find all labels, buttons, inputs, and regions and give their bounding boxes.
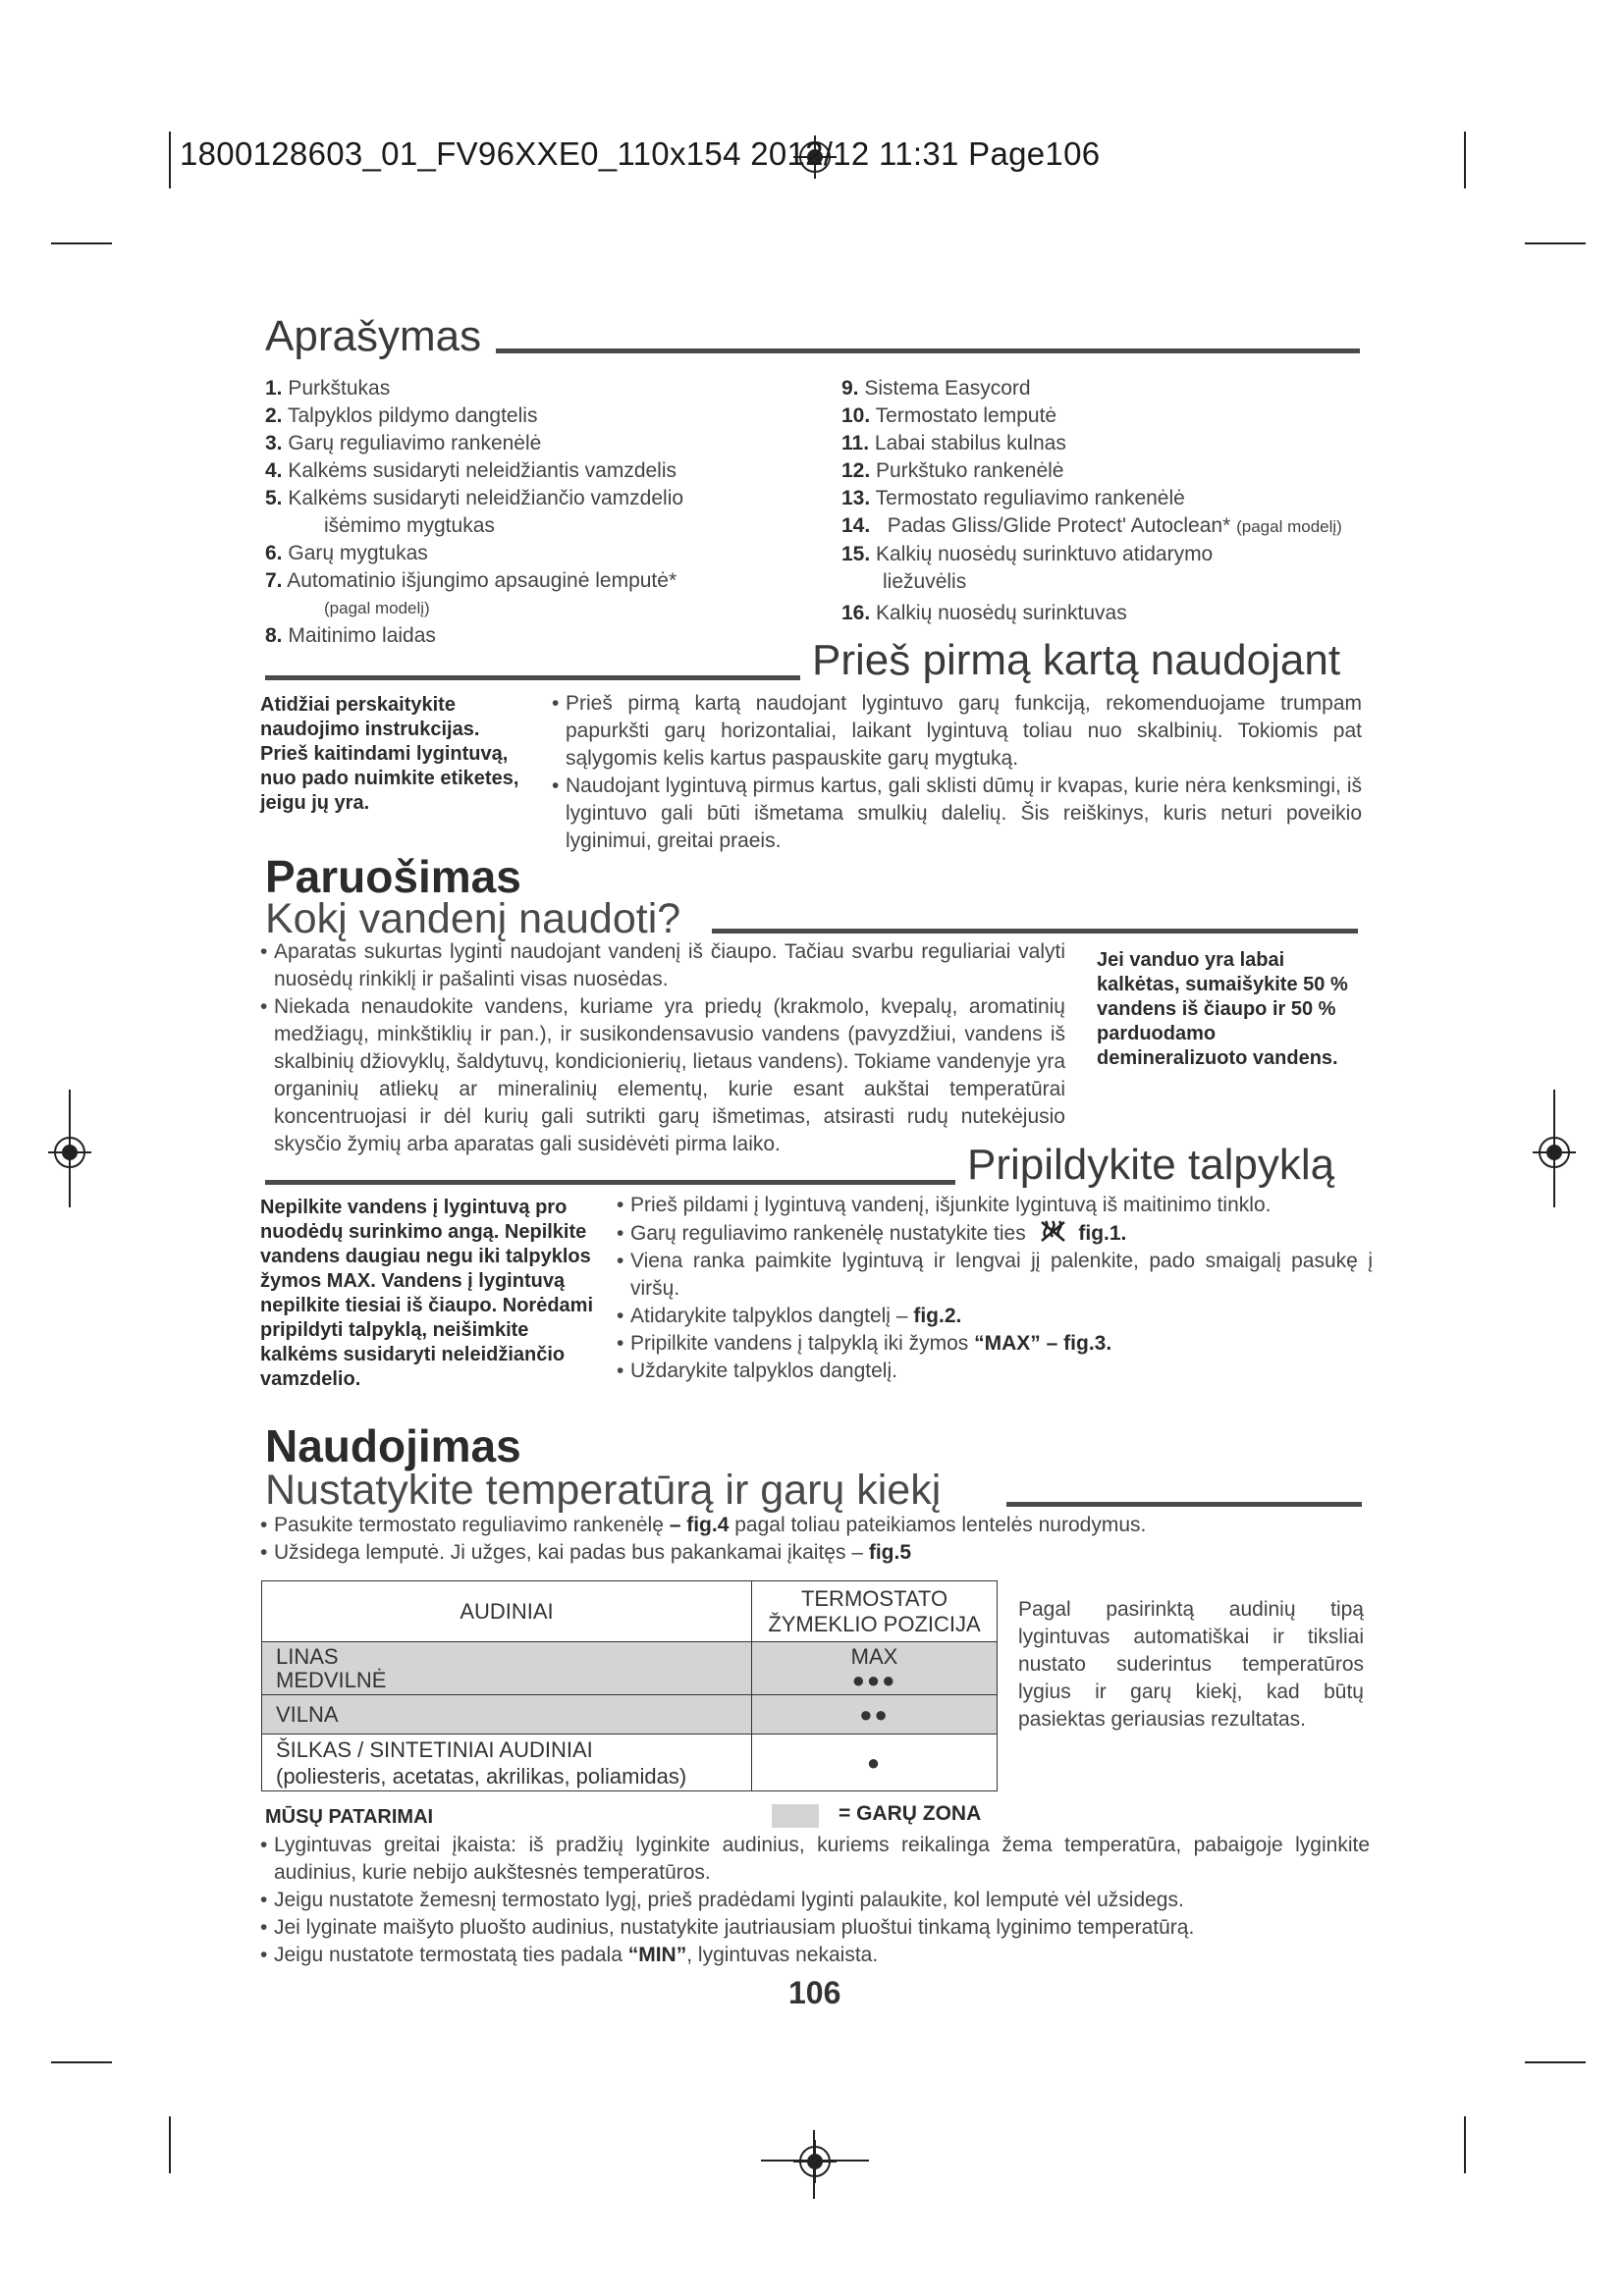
title-rule	[712, 929, 1358, 934]
section-title-pripildykite: Pripildykite talpyklą	[967, 1141, 1335, 1189]
bullet-list-vanduo	[260, 938, 1065, 1158]
side-note-pries: Atidžiai perskaitykite naudojimo instrukcijas. Prieš kaitindami lygintuvą, nuo pado nuimkite etiketes, jeigu jų yra.	[260, 694, 519, 814]
list-item: 5. Kalkėms susidaryti neleidžiančio vamzdelio	[265, 487, 684, 509]
list-item: 14. Padas Gliss/Glide Protect' Autoclean* (pagal modelį)	[841, 514, 1342, 537]
list-item: 8. Maitinimo laidas	[265, 624, 436, 647]
bullet-list-naudojimas	[260, 1512, 1370, 1567]
section-subtitle-vanduo: Kokį vandenį naudoti?	[265, 895, 681, 942]
bullet-item: • Lygintuvas greitai įkaista: iš pradžių lyginkite audinius, kuriems reikalinga žema temperatūra, pabaigoje lyginkite audinius, kurie nebijo aukštesnės temperatūros.	[260, 1834, 1370, 1884]
crop-mark	[1464, 2116, 1466, 2173]
title-rule	[265, 1180, 955, 1185]
list-item: 12. Purkštuko rankenėlė	[841, 459, 1064, 482]
bullet-item: • Naudojant lygintuvą pirmus kartus, gali sklisti dūmų ir kvapas, kurie nėra kenksmingi, iš lygintuvo gali būti išmetama smulkių dalelių. Šis reiškinys, kuris neturi poveikio lyginimui, greitai praeis.	[552, 774, 1362, 852]
bullet-item: • Pripilkite vandens į talpyklą iki žymos “MAX” – fig.3.	[617, 1332, 1112, 1355]
temperature-table	[261, 1580, 998, 1791]
bullet-list-tips	[260, 1832, 1370, 1969]
registration-mark-icon	[1533, 1131, 1576, 1174]
section-title-pries: Prieš pirmą kartą naudojant	[812, 636, 1341, 684]
bullet-item: • Prieš pirmą kartą naudojant lygintuvo garų funkciją, rekomenduojame trumpam papurkšti garų horizontaliai, laikant lygintuvą toliau nuo skalbinių. Tokiomis pat sąlygomis kelis kartus paspauskite garų mygtuką.	[552, 692, 1362, 770]
bullet-item: • Atidarykite talpyklos dangtelį – fig.2.	[617, 1305, 962, 1327]
registration-mark-icon	[48, 1131, 91, 1174]
section-title-aprasymas: Aprašymas	[265, 312, 482, 360]
bullet-item: • Garų reguliavimo rankenėlę nustatykite ties fig.1.	[617, 1219, 1373, 1248]
crop-mark	[51, 2061, 112, 2063]
section-title-paruosimas: Paruošimas	[265, 851, 521, 902]
registration-mark-icon	[793, 2140, 837, 2183]
bullet-item: • Užsidega lemputė. Ji užges, kai padas bus pakankamai įkaitęs – fig.5	[260, 1541, 912, 1564]
steam-zone-legend: = GARŲ ZONA	[839, 1802, 982, 1825]
steam-zone-swatch	[772, 1804, 819, 1828]
bullet-item: • Jeigu nustatote termostatą ties padala “MIN”, lygintuvas nekaista.	[260, 1944, 879, 1966]
list-item: 13. Termostato reguliavimo rankenėlė	[841, 487, 1185, 509]
bullet-item: • Jeigu nustatote žemesnį termostato lygį, prieš pradėdami lyginti palaukite, kol lemputė vėl užsidegs.	[260, 1889, 1184, 1911]
list-item-cont: išėmimo mygtukas	[324, 514, 495, 537]
section-title-naudojimas: Naudojimas	[265, 1420, 521, 1471]
section-subtitle-temperatura: Nustatykite temperatūrą ir garų kiekį	[265, 1467, 942, 1514]
list-item-cont: liežuvėlis	[883, 570, 967, 593]
table-header: AUDINIAI	[262, 1581, 752, 1642]
crop-mark	[51, 242, 112, 244]
crop-mark	[1464, 132, 1466, 188]
list-item: 1. Purkštukas	[265, 377, 391, 400]
list-item: 7. Automatinio išjungimo apsauginė lemputė*	[265, 569, 677, 592]
bullet-item: • Jei lyginate maišyto pluošto audinius, nustatykite jautriausiam pluoštui tinkamą lyginimo temperatūrą.	[260, 1916, 1195, 1939]
tips-title: MŪSŲ PATARIMAI	[265, 1806, 434, 1828]
list-item: 4. Kalkėms susidaryti neleidžiantis vamzdelis	[265, 459, 677, 482]
side-note-table: Pagal pasirinktą audinių tipą lygintuvas automatiškai ir tiksliai nustato suderintus temperatūros lygius ir garų kiekį, kad būtų pasiektas geriausias rezultatas.	[1018, 1598, 1364, 1731]
list-item: 16. Kalkių nuosėdų surinktuvas	[841, 602, 1127, 624]
table-header: TERMOSTATO ŽYMEKLIO POZICIJA	[752, 1581, 998, 1642]
table-cell: VILNA	[262, 1695, 752, 1735]
list-item: 15. Kalkių nuosėdų surinktuvo atidarymo	[841, 543, 1214, 565]
bullet-list-pries	[552, 690, 1362, 855]
side-note-pripildykite: Nepilkite vandens į lygintuvą pro nuodėdų surinkimo angą. Nepilkite vandens daugiau negu iki talpyklos žymos MAX. Vandens į lygintuvą nepilkite tiesiai iš čiaupo. Norėdami pripildyti talpyklą, neišimkite kalkėms susidaryti neleidžiančio vamzdelio.	[260, 1197, 593, 1390]
steam-off-icon	[1038, 1219, 1067, 1243]
bullet-item: • Aparatas sukurtas lyginti naudojant vandenį iš čiaupo. Tačiau svarbu reguliariai valyti nuosėdų rinkiklį ir pašalinti visas nuosėdas.	[260, 940, 1065, 990]
title-rule	[496, 348, 1360, 353]
print-header: 1800128603_01_FV96XXE0_110x154 2012/12 11:31 Page106	[180, 135, 1101, 172]
table-cell: LINAS MEDVILNĖ	[262, 1642, 752, 1695]
table-cell: MAX ●●●	[752, 1642, 998, 1695]
list-item: 2. Talpyklos pildymo dangtelis	[265, 404, 538, 427]
crop-mark	[169, 2116, 171, 2173]
bullet-item: • Viena ranka paimkite lygintuvą ir lengvai jį palenkite, pado smaigalį pasukę į viršų.	[617, 1250, 1373, 1300]
title-rule	[265, 675, 800, 680]
side-note-vanduo: Jei vanduo yra labai kalkėtas, sumaišykite 50 % vandens iš čiaupo ir 50 % parduodamo demineralizuoto vandens.	[1097, 949, 1348, 1069]
parts-list-left	[265, 375, 683, 650]
bullet-item: • Pasukite termostato reguliavimo rankenėlę – fig.4 pagal toliau pateikiamos lentelės nurodymus.	[260, 1514, 1147, 1536]
bullet-item: • Uždarykite talpyklos dangtelį.	[617, 1360, 897, 1382]
list-item: 6. Garų mygtukas	[265, 542, 428, 564]
bullet-item: • Niekada nenaudokite vandens, kuriame yra priedų (krakmolo, kvepalų, aromatinių medžiagų, minkštiklių ir pan.), ir susikondensavusio vandens (pavyzdžiui, vandens iš skalbinių džiovyklų, šaldytuvų, kondicionierių, lietaus vandens). Tokiame vandenyje yra organinių atliekų ar mineralinių elementų, kurie esant aukštai temperatūrai koncentruojasi ir dėl kurių gali sutrikti garų išmetimas, atsirasti rudų nutekėjusio skysčio žymių arba aparatas gali susidėvėti pirma laiko.	[260, 995, 1065, 1155]
table-cell: ●●	[752, 1695, 998, 1735]
bullet-item: • Prieš pildami į lygintuvą vandenį, išjunkite lygintuvą iš maitinimo tinklo.	[617, 1194, 1272, 1216]
list-item: 3. Garų reguliavimo rankenėlė	[265, 432, 542, 454]
page-number: 106	[788, 1975, 841, 2010]
table-cell: ●	[752, 1735, 998, 1791]
list-item: 11. Labai stabilus kulnas	[841, 432, 1066, 454]
title-rule	[1006, 1502, 1362, 1507]
crop-mark	[1525, 242, 1586, 244]
table-cell: ŠILKAS / SINTETINIAI AUDINIAI (poliesteris, acetatas, akrilikas, poliamidas)	[262, 1735, 752, 1791]
list-item: 9. Sistema Easycord	[841, 377, 1031, 400]
list-item: 10. Termostato lemputė	[841, 404, 1057, 427]
crop-mark	[1525, 2061, 1586, 2063]
crop-mark	[169, 132, 171, 188]
bullet-list-pripildykite	[617, 1192, 1373, 1385]
parts-list-right	[841, 375, 1342, 627]
list-item-cont: (pagal modelį)	[324, 599, 430, 617]
